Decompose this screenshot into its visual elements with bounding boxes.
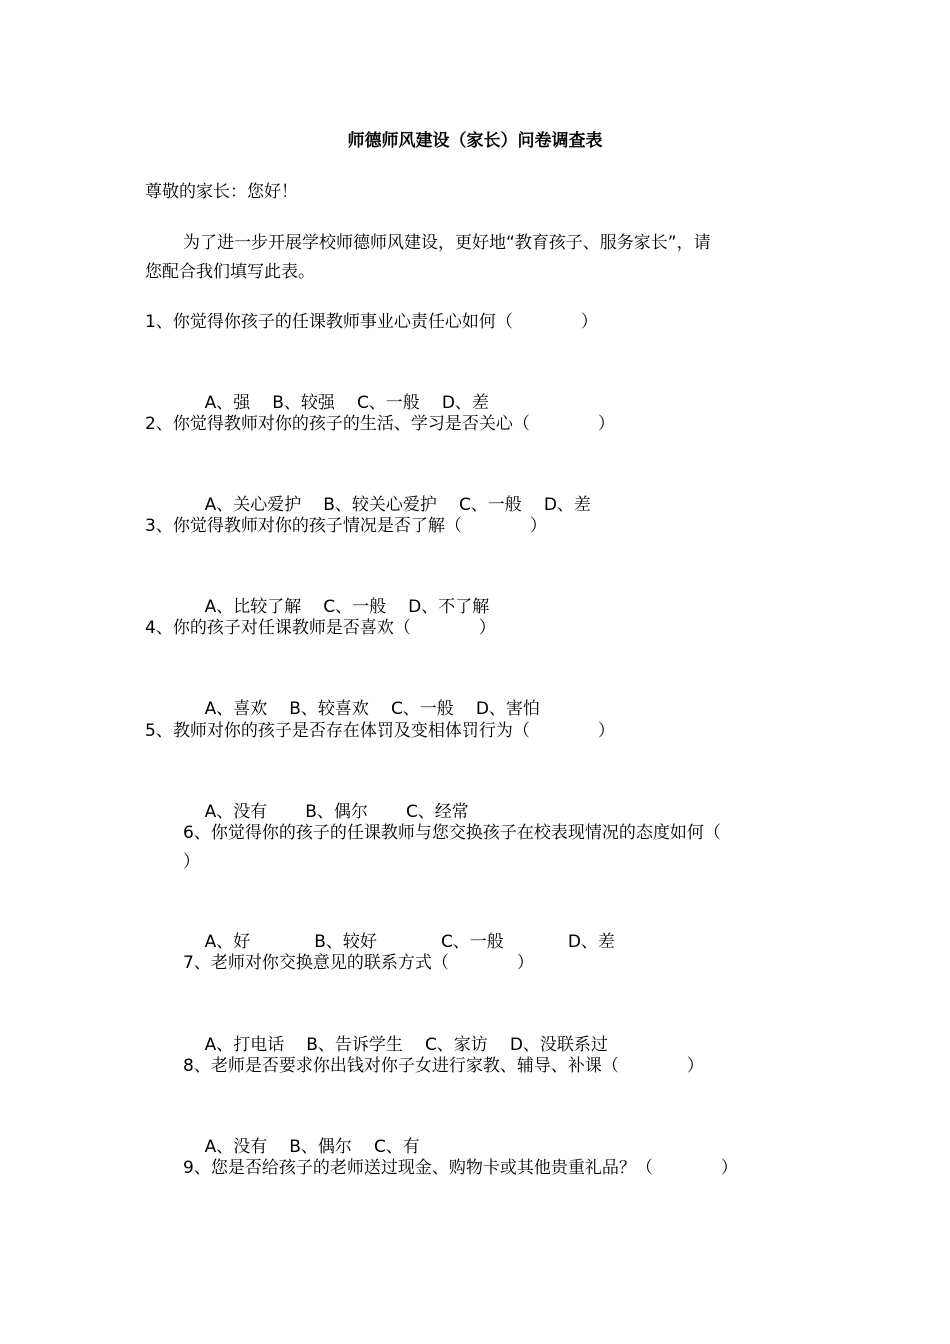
option: C、一般	[458, 495, 522, 515]
option: A、强	[204, 393, 251, 413]
option: C、一般	[390, 699, 454, 719]
option: D、差	[441, 393, 489, 413]
question-2: 2、你觉得教师对你的孩子的生活、学习是否关心（ ）	[145, 414, 615, 434]
option: A、好	[204, 932, 251, 952]
option: C、家访	[424, 1035, 488, 1055]
option: D、害怕	[475, 699, 540, 719]
option: B、较好	[314, 932, 377, 952]
option: B、偶尔	[305, 802, 368, 822]
question-5: 5、教师对你的孩子是否存在体罚及变相体罚行为（ ）	[145, 721, 615, 741]
question-6-continued: ）	[183, 852, 200, 872]
option: C、有	[373, 1137, 420, 1157]
option: A、比较了解	[204, 597, 302, 617]
option: D、没联系过	[509, 1035, 608, 1055]
option: C、一般	[440, 932, 504, 952]
option: B、较喜欢	[289, 699, 369, 719]
question-9: 9、您是否给孩子的老师送过现金、购物卡或其他贵重礼品？（ ）	[183, 1158, 738, 1178]
option: C、一般	[356, 393, 420, 413]
option: A、打电话	[204, 1035, 285, 1055]
question-6: 6、你觉得你的孩子的任课教师与您交换孩子在校表现情况的态度如何（	[183, 823, 721, 843]
option: D、不了解	[408, 597, 490, 617]
option: A、喜欢	[204, 699, 268, 719]
option: A、关心爱护	[204, 495, 302, 515]
option: C、一般	[323, 597, 387, 617]
question-7: 7、老师对你交换意见的联系方式（ ）	[183, 953, 534, 973]
option: C、经常	[405, 802, 469, 822]
option: D、差	[543, 495, 591, 515]
greeting: 尊敬的家长：您好！	[145, 182, 298, 202]
option: B、较强	[272, 393, 335, 413]
option: B、告诉学生	[306, 1035, 403, 1055]
option: A、没有	[204, 1137, 268, 1157]
page-title: 师德师风建设（家长）问卷调查表	[347, 131, 603, 151]
question-1: 1、你觉得你孩子的任课教师事业心责任心如何（ ）	[145, 312, 598, 332]
option: D、差	[567, 932, 615, 952]
intro-line-1: 为了进一步开展学校师德师风建设，更好地“教育孩子、服务家长”，请	[183, 233, 711, 253]
option: B、偶尔	[289, 1137, 352, 1157]
question-8: 8、老师是否要求你出钱对你子女进行家教、辅导、补课（ ）	[183, 1056, 704, 1076]
option: A、没有	[204, 802, 268, 822]
option: B、较关心爱护	[323, 495, 437, 515]
intro-line-2: 您配合我们填写此表。	[145, 262, 315, 282]
question-3: 3、你觉得教师对你的孩子情况是否了解（ ）	[145, 516, 547, 536]
question-4: 4、你的孩子对任课教师是否喜欢（ ）	[145, 618, 496, 638]
